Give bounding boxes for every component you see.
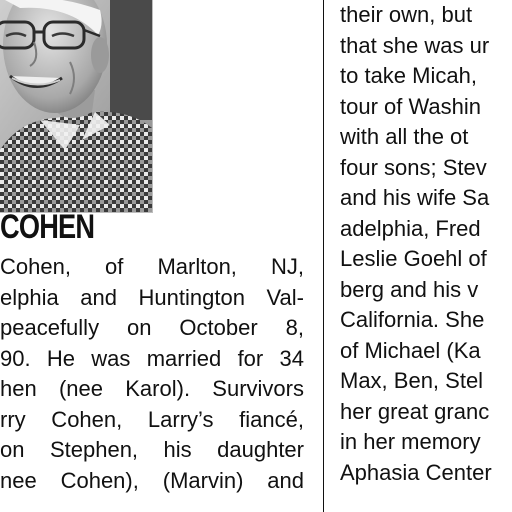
- right-column-text: [340, 0, 512, 488]
- right-column-line: four sons; Stev: [340, 154, 487, 180]
- right-column-line: that she was ur: [340, 32, 490, 58]
- left-column-line: elphia and Huntington Val-: [0, 284, 304, 310]
- right-column-line: and his wife Sa: [340, 185, 490, 210]
- right-column-line: adelphia, Fred: [340, 215, 481, 241]
- right-column-line: Leslie Goehl of: [340, 246, 487, 271]
- left-column-line: 90. He was married for 34: [0, 345, 304, 371]
- obituary-heading: COHEN: [0, 208, 95, 246]
- right-column-line: in her memory: [340, 429, 481, 454]
- right-column-line: their own, but: [340, 2, 473, 27]
- column-divider: [323, 0, 324, 512]
- portrait-photo: [0, 0, 153, 213]
- left-column-line: nee Cohen), (Marvin) and: [0, 467, 304, 493]
- right-column-line: to take Micah,: [340, 63, 477, 88]
- right-column-line: of Michael (Ka: [340, 337, 481, 363]
- portrait-photo-icon: [0, 0, 152, 212]
- left-column-line: on Stephen, his daughter: [0, 437, 304, 462]
- right-column-line: Max, Ben, Stel: [340, 368, 484, 393]
- left-column-line: peacefully on October 8,: [0, 315, 304, 340]
- right-column-line: with all the ot: [340, 124, 469, 149]
- right-column-line: tour of Washin: [340, 93, 482, 119]
- right-column-line: California. She: [340, 307, 485, 332]
- right-column-line: her great granc: [340, 398, 490, 424]
- left-column-line: Cohen, of Marlton, NJ,: [0, 254, 304, 279]
- left-column-text: [0, 252, 304, 496]
- left-column-line: rry Cohen, Larry’s fiancé,: [0, 406, 304, 432]
- right-column-line: berg and his v: [340, 276, 479, 302]
- right-column-line: Aphasia Center: [340, 459, 492, 485]
- left-column-line: hen (nee Karol). Survivors: [0, 376, 304, 401]
